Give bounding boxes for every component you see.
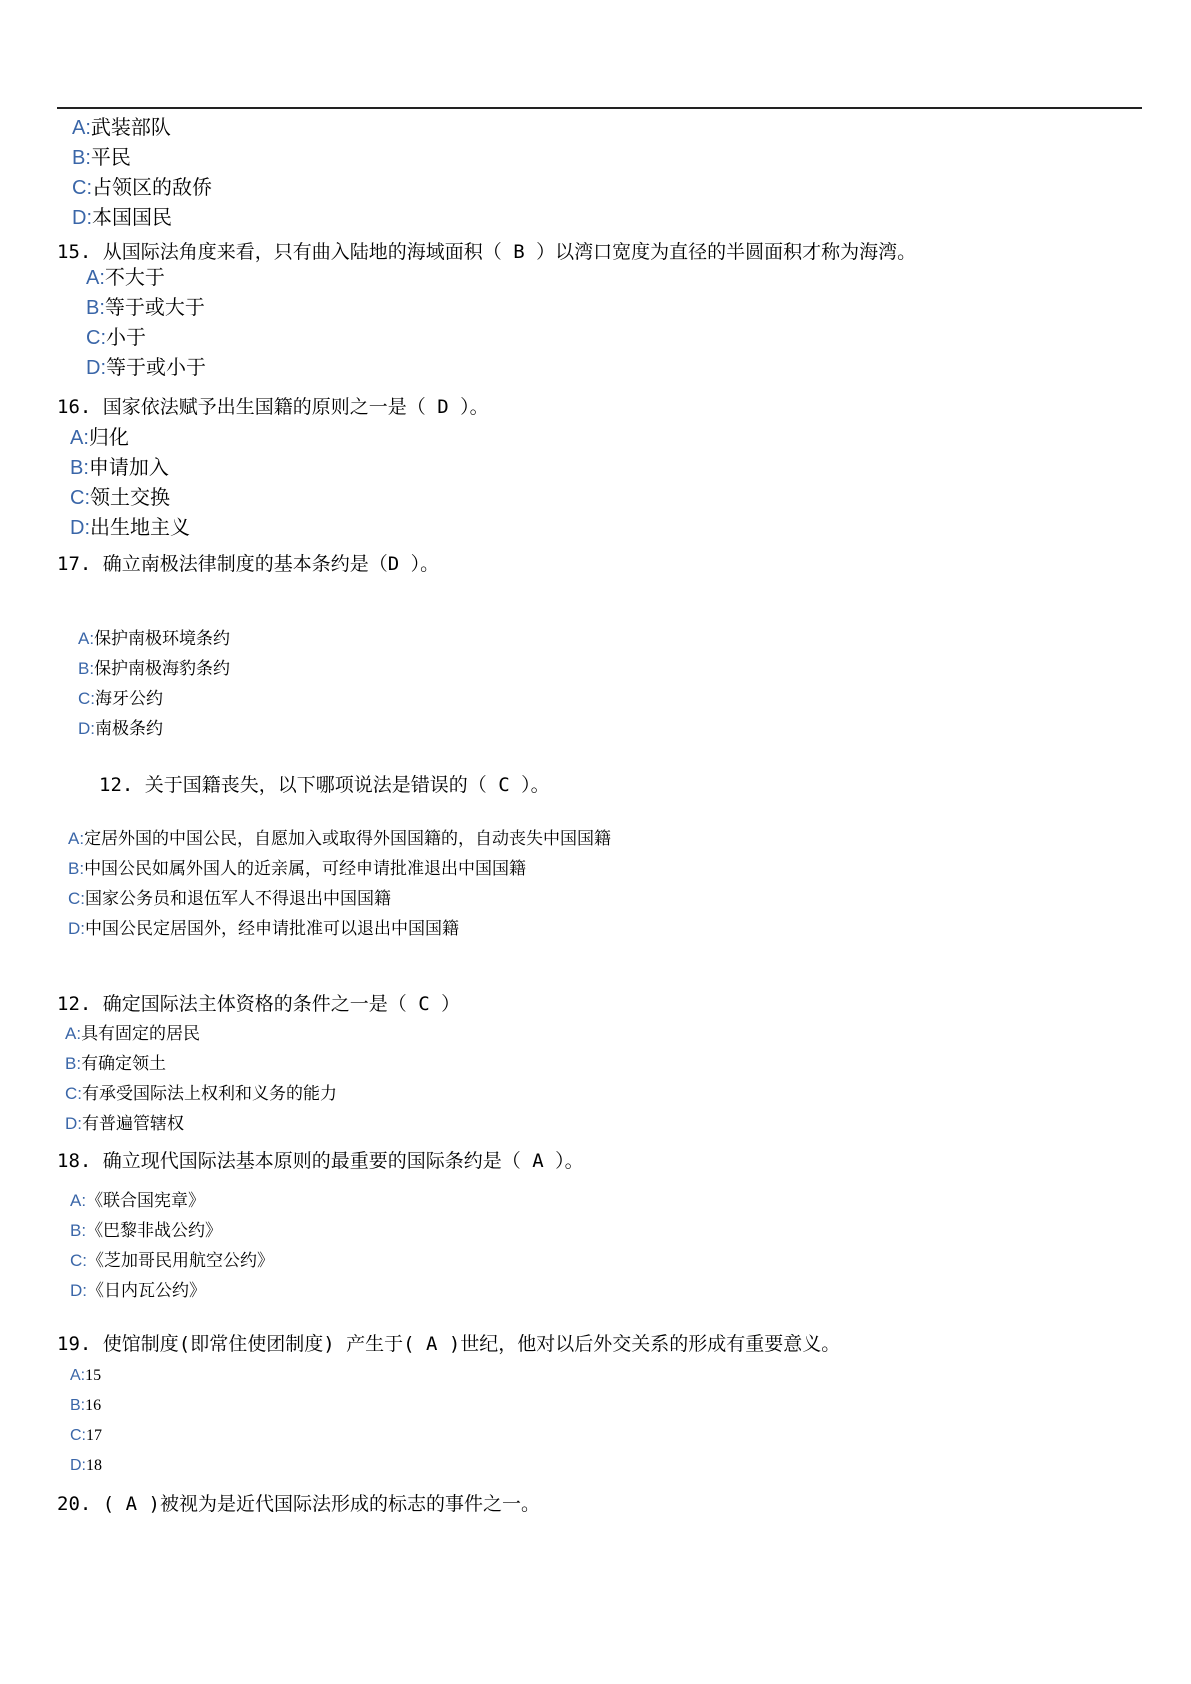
option-a: A:不大于 [86, 265, 165, 289]
option-d: D:等于或小于 [86, 355, 206, 379]
option-b: B:有确定领土 [65, 1054, 167, 1073]
option-c: C:小于 [86, 325, 146, 349]
question-text: 19. 使馆制度(即常住使团制度) 产生于( A )世纪，他对以后外交关系的形成有重要意义。 [57, 1333, 841, 1355]
option-a: A:保护南极环境条约 [78, 629, 231, 648]
option-c: C:17 [70, 1427, 102, 1444]
question-text: 17. 确立南极法律制度的基本条约是（D ）。 [57, 553, 440, 575]
option-d: D:中国公民定居国外，经申请批准可以退出中国国籍 [68, 919, 459, 938]
question-text: 12. 确定国际法主体资格的条件之一是（ C ） [57, 993, 461, 1015]
option-b: B:《巴黎非战公约》 [70, 1221, 223, 1240]
option-d: D:出生地主义 [70, 515, 190, 539]
option-c: C:有承受国际法上权利和义务的能力 [65, 1084, 337, 1103]
option-c: C:领土交换 [70, 485, 170, 509]
option-a: A:《联合国宪章》 [70, 1191, 206, 1210]
option-b: B:保护南极海豹条约 [78, 659, 231, 678]
option-c: C:占领区的敌侨 [72, 175, 212, 199]
option-b: B:中国公民如属外国人的近亲属，可经申请批准退出中国国籍 [68, 859, 527, 878]
option-c: C:国家公务员和退伍军人不得退出中国国籍 [68, 889, 391, 908]
option-c: C:海牙公约 [78, 689, 163, 708]
option-b: B:平民 [72, 145, 131, 169]
option-b: B:申请加入 [70, 455, 169, 479]
option-b: B:16 [70, 1397, 102, 1414]
option-d: D:《日内瓦公约》 [70, 1281, 206, 1300]
option-d: D:本国国民 [72, 205, 172, 229]
option-d: D:南极条约 [78, 719, 163, 738]
option-a: A:定居外国的中国公民，自愿加入或取得外国国籍的，自动丧失中国国籍 [68, 829, 612, 848]
option-d: D:有普遍管辖权 [65, 1114, 184, 1133]
option-c: C:《芝加哥民用航空公约》 [70, 1251, 274, 1270]
option-a: A:具有固定的居民 [65, 1024, 201, 1043]
header-rule [57, 107, 1142, 109]
question-text: 16. 国家依法赋予出生国籍的原则之一是（ D ）。 [57, 396, 489, 418]
option-a: A:归化 [70, 425, 129, 449]
question-text: 20. ( A )被视为是近代国际法形成的标志的事件之一。 [57, 1493, 540, 1515]
question-text: 15. 从国际法角度来看，只有曲入陆地的海域面积（ B ）以湾口宽度为直径的半圆面积才称为海湾。 [57, 241, 917, 263]
option-d: D:18 [70, 1457, 102, 1474]
option-a: A:武装部队 [72, 115, 171, 139]
option-b: B:等于或大于 [86, 295, 205, 319]
option-a: A:15 [70, 1367, 102, 1384]
question-text: 12. 关于国籍丧失，以下哪项说法是错误的（ C ）。 [99, 774, 550, 796]
question-text: 18. 确立现代国际法基本原则的最重要的国际条约是（ A ）。 [57, 1150, 584, 1172]
